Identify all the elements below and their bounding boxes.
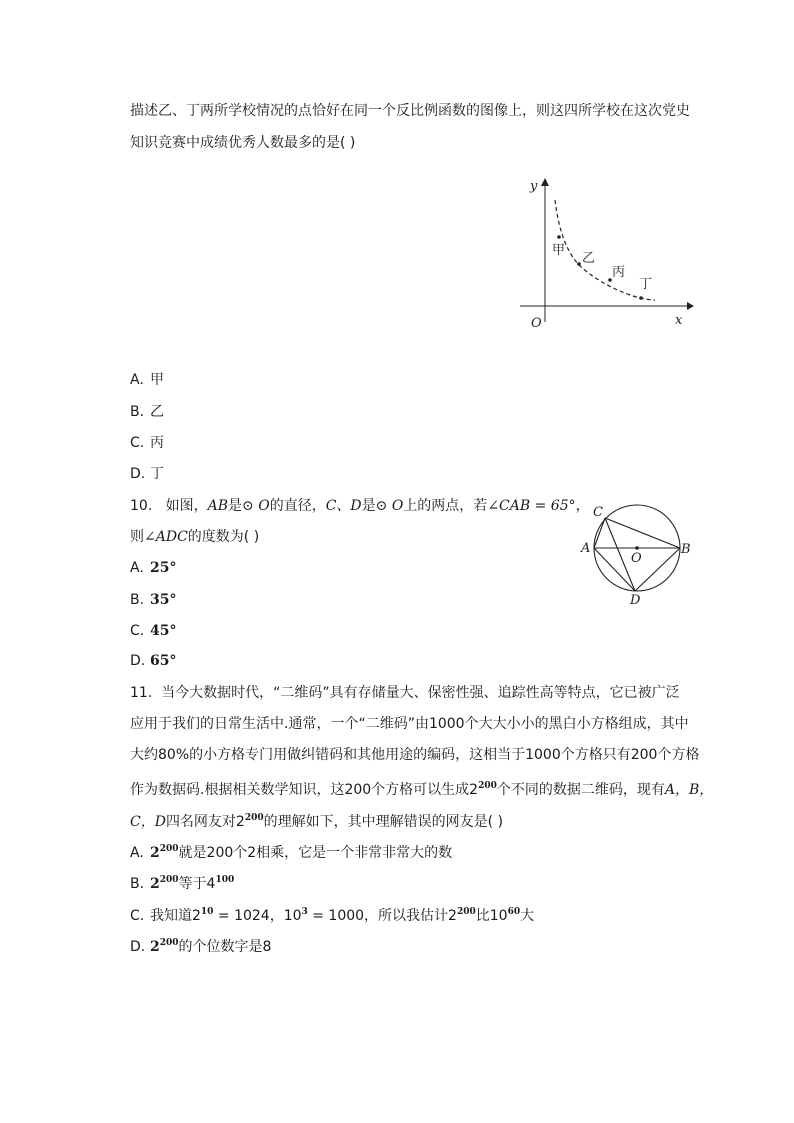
q9-stem-line1: 描述乙、丁两所学校情况的点恰好在同一个反比例函数的图像上，则这四所学校在这次党史 (130, 103, 690, 119)
q11-option-a[interactable]: A. $2^{200}$就是200个2相乘，它是一个非常非常大的数 (130, 844, 453, 861)
q11-stem-line4: 作为数据码.根据相关数学知识，这200个方格可以生成$2^{200}$个不同的数据二维码，现有A，B， (130, 781, 714, 798)
y-axis-label: y (530, 179, 538, 194)
label-c: C (593, 505, 603, 520)
q10-stem-line2: 则∠ADC的度数为( ) (130, 529, 260, 545)
q10-option-b[interactable]: B. 35° (130, 592, 177, 608)
q10-stem-line1: 10. 如图，AB是⊙ O的直径，C、D是⊙ O上的两点，若∠CAB = 65°， (130, 498, 590, 514)
q11-option-c[interactable]: C. 我知道$2^{10} = 1024$，$10^3 = 1000$，所以我估计$2^{200}$比$10^{60}$大 (130, 907, 535, 924)
label-o: O (631, 551, 642, 566)
label-b: B (681, 542, 691, 557)
q10-number: 10. (130, 498, 153, 514)
q9-option-b[interactable]: B. 乙 (130, 404, 164, 420)
y-axis-arrow (541, 178, 549, 186)
point-jia (557, 235, 561, 239)
q10-option-a[interactable]: A. 25° (130, 560, 177, 576)
q11-option-b[interactable]: B. $2^{200}$等于$4^{100}$ (130, 875, 235, 892)
q9-stem-line2: 知识竞赛中成绩优秀人数最多的是( ) (130, 135, 356, 151)
label-d: D (630, 593, 641, 608)
q11-option-d[interactable]: D. $2^{200}$的个位数字是8 (130, 938, 272, 955)
point-label-bing: 丙 (612, 265, 626, 280)
x-axis-arrow (687, 302, 694, 310)
origin-label: O (531, 316, 542, 331)
q11-stem-line3: 大约80%的小方格专门用做纠错码和其他用途的编码，这相当于1000个方格只有200个方格 (130, 747, 700, 763)
segment-cb (605, 518, 680, 548)
q10-option-c[interactable]: C. 45° (130, 623, 177, 639)
point-yi (577, 262, 581, 266)
q9-inverse-function-graph (515, 172, 695, 332)
q9-option-d[interactable]: D. 丁 (130, 466, 164, 482)
center-o (635, 546, 639, 550)
q10-option-d[interactable]: D. 65° (130, 653, 177, 669)
q11-number: 11. (130, 685, 153, 701)
segment-ac (594, 518, 605, 548)
q9-option-c[interactable]: C. 丙 (130, 435, 164, 451)
label-a: A (581, 541, 591, 556)
segment-bd (635, 548, 680, 591)
q9-option-a[interactable]: A. 甲 (130, 372, 164, 388)
point-ding (639, 296, 643, 300)
point-label-yi: 乙 (582, 251, 596, 266)
q11-stem-line5: C，D四名网友对$2^{200}$的理解如下，其中理解错误的网友是( ) (130, 813, 504, 830)
point-label-jia: 甲 (552, 243, 566, 258)
q11-stem-line2: 应用于我们的日常生活中.通常，一个“二维码”由1000个大大小小的黑白小方格组成，其中 (130, 716, 689, 732)
q10-circle-figure (578, 500, 696, 608)
point-label-ding: 丁 (639, 277, 653, 292)
x-axis-label: x (675, 313, 683, 328)
q11-stem-line1: 11. 当今大数据时代，“二维码”具有存储量大、保密性强、追踪性高等特点，它已被广泛 (130, 685, 680, 701)
